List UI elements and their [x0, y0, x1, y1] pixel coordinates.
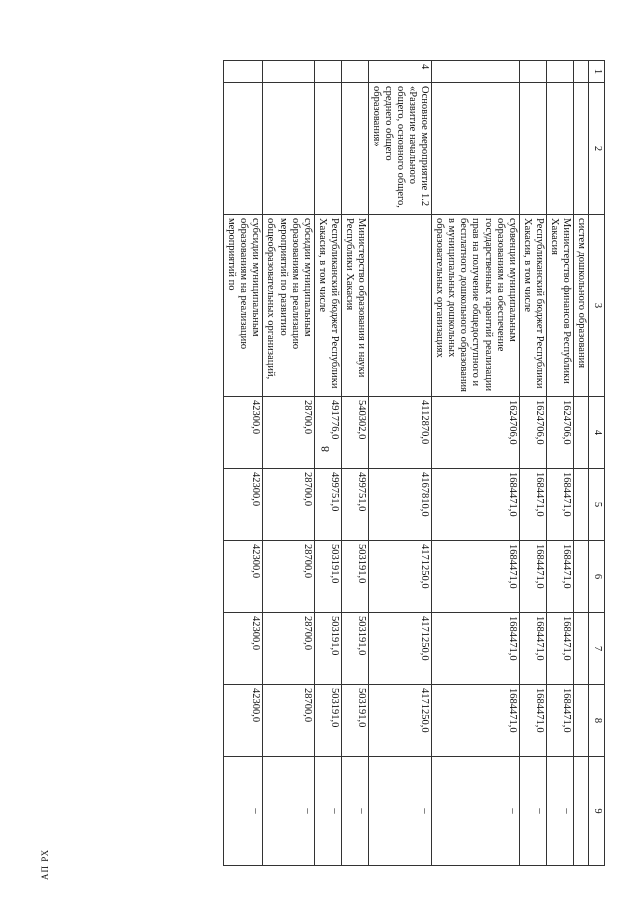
cell-col-3: Министерство образования и науки Республики Хакасия	[341, 215, 368, 397]
cell-col-1	[546, 61, 573, 83]
cell-col-6	[573, 541, 588, 613]
header-cell-7: 7	[589, 613, 605, 685]
cell-col-1	[224, 61, 263, 83]
cell-col-3: Министерство финансов Республики Хакасия	[546, 215, 573, 397]
cell-col-9: –	[341, 757, 368, 866]
cell-col-1	[519, 61, 546, 83]
cell-col-7: 503191,0	[341, 613, 368, 685]
cell-col-9: –	[314, 757, 341, 866]
cell-col-8: 42300,0	[224, 685, 263, 757]
cell-col-5: 1684471,0	[519, 469, 546, 541]
program-table-rotated	[85, 60, 605, 865]
header-cell-2: 2	[589, 83, 605, 215]
cell-col-9	[573, 757, 588, 866]
cell-col-2	[546, 83, 573, 215]
cell-col-6: 1684471,0	[432, 541, 519, 613]
cell-col-2	[224, 83, 263, 215]
cell-col-3: Республиканский бюджет Республики Хакасия, в том числе	[314, 215, 341, 397]
cell-col-6: 42300,0	[224, 541, 263, 613]
cell-col-7: 1684471,0	[519, 613, 546, 685]
cell-col-2	[573, 83, 588, 215]
cell-col-5: 1684471,0	[432, 469, 519, 541]
table-row	[546, 61, 573, 866]
cell-col-4: 1624706,0	[546, 397, 573, 469]
cell-col-3: Республиканский бюджет Республики Хакасия, в том числе	[519, 215, 546, 397]
cell-col-8	[573, 685, 588, 757]
table-row	[224, 61, 263, 866]
cell-col-7: 42300,0	[224, 613, 263, 685]
cell-col-1	[314, 61, 341, 83]
page-number: 8	[318, 446, 332, 452]
footer-mark: АП РХ	[40, 848, 50, 880]
cell-col-4: 28700,0	[263, 397, 314, 469]
cell-col-7: 28700,0	[263, 613, 314, 685]
cell-col-4: 491776,0	[314, 397, 341, 469]
cell-col-9: –	[546, 757, 573, 866]
cell-col-9: –	[263, 757, 314, 866]
cell-col-4: 1624706,0	[519, 397, 546, 469]
table-row	[573, 61, 588, 866]
cell-col-2	[432, 83, 519, 215]
table-row	[341, 61, 368, 866]
cell-col-9: –	[368, 757, 431, 866]
cell-col-8: 1684471,0	[432, 685, 519, 757]
cell-col-7: 4171250,0	[368, 613, 431, 685]
cell-col-3: субвенции муниципальным образованиям на обеспечение государственных гарантий реализации прав на получение общедоступного и бесплатного дошкольного образования в муниципальных дошкольных образовательных организациях	[432, 215, 519, 397]
cell-col-5	[573, 469, 588, 541]
cell-col-7: 1684471,0	[432, 613, 519, 685]
table-body	[224, 61, 589, 866]
cell-col-8: 4171250,0	[368, 685, 431, 757]
cell-col-8: 503191,0	[341, 685, 368, 757]
cell-col-2	[314, 83, 341, 215]
cell-col-7: 503191,0	[314, 613, 341, 685]
cell-col-7: 1684471,0	[546, 613, 573, 685]
cell-col-3	[368, 215, 431, 397]
cell-col-7	[573, 613, 588, 685]
cell-col-6: 503191,0	[314, 541, 341, 613]
program-table	[223, 60, 605, 866]
table-row	[263, 61, 314, 866]
cell-col-3: субсидии муниципальным образованиям на реализацию мероприятий по развитию общеобразовательных организаций,	[263, 215, 314, 397]
cell-col-4	[573, 397, 588, 469]
header-row	[589, 61, 605, 866]
cell-col-5: 42300,0	[224, 469, 263, 541]
cell-col-5: 28700,0	[263, 469, 314, 541]
header-cell-4: 4	[589, 397, 605, 469]
header-cell-6: 6	[589, 541, 605, 613]
cell-col-5: 4167810,0	[368, 469, 431, 541]
cell-col-5: 499751,0	[314, 469, 341, 541]
cell-col-1: 4	[368, 61, 431, 83]
cell-col-4: 540302,0	[341, 397, 368, 469]
cell-col-6: 28700,0	[263, 541, 314, 613]
cell-col-9: –	[224, 757, 263, 866]
cell-col-6: 503191,0	[341, 541, 368, 613]
header-cell-3: 3	[589, 215, 605, 397]
cell-col-5: 1684471,0	[546, 469, 573, 541]
cell-col-4: 4112870,0	[368, 397, 431, 469]
header-cell-8: 8	[589, 685, 605, 757]
cell-col-1	[341, 61, 368, 83]
cell-col-2	[263, 83, 314, 215]
header-cell-5: 5	[589, 469, 605, 541]
table-row	[314, 61, 341, 866]
cell-col-3: систем дошкольного образования	[573, 215, 588, 397]
cell-col-2	[519, 83, 546, 215]
cell-col-9: –	[432, 757, 519, 866]
cell-col-2	[341, 83, 368, 215]
cell-col-3: субсидии муниципальным образованиям на реализацию мероприятий по	[224, 215, 263, 397]
cell-col-6: 4171250,0	[368, 541, 431, 613]
cell-col-9: –	[519, 757, 546, 866]
cell-col-2: Основное мероприятие 1.2 «Развитие начального общего, основного общего, среднего общего образования»	[368, 83, 431, 215]
cell-col-8: 1684471,0	[546, 685, 573, 757]
cell-col-1	[432, 61, 519, 83]
cell-col-8: 28700,0	[263, 685, 314, 757]
header-cell-1: 1	[589, 61, 605, 83]
table-row	[519, 61, 546, 866]
cell-col-5: 499751,0	[341, 469, 368, 541]
cell-col-8: 503191,0	[314, 685, 341, 757]
cell-col-1	[573, 61, 588, 83]
cell-col-4: 42300,0	[224, 397, 263, 469]
table-row	[368, 61, 431, 866]
cell-col-1	[263, 61, 314, 83]
header-cell-9: 9	[589, 757, 605, 866]
table-row	[432, 61, 519, 866]
cell-col-6: 1684471,0	[519, 541, 546, 613]
cell-col-4: 1624706,0	[432, 397, 519, 469]
cell-col-8: 1684471,0	[519, 685, 546, 757]
cell-col-6: 1684471,0	[546, 541, 573, 613]
